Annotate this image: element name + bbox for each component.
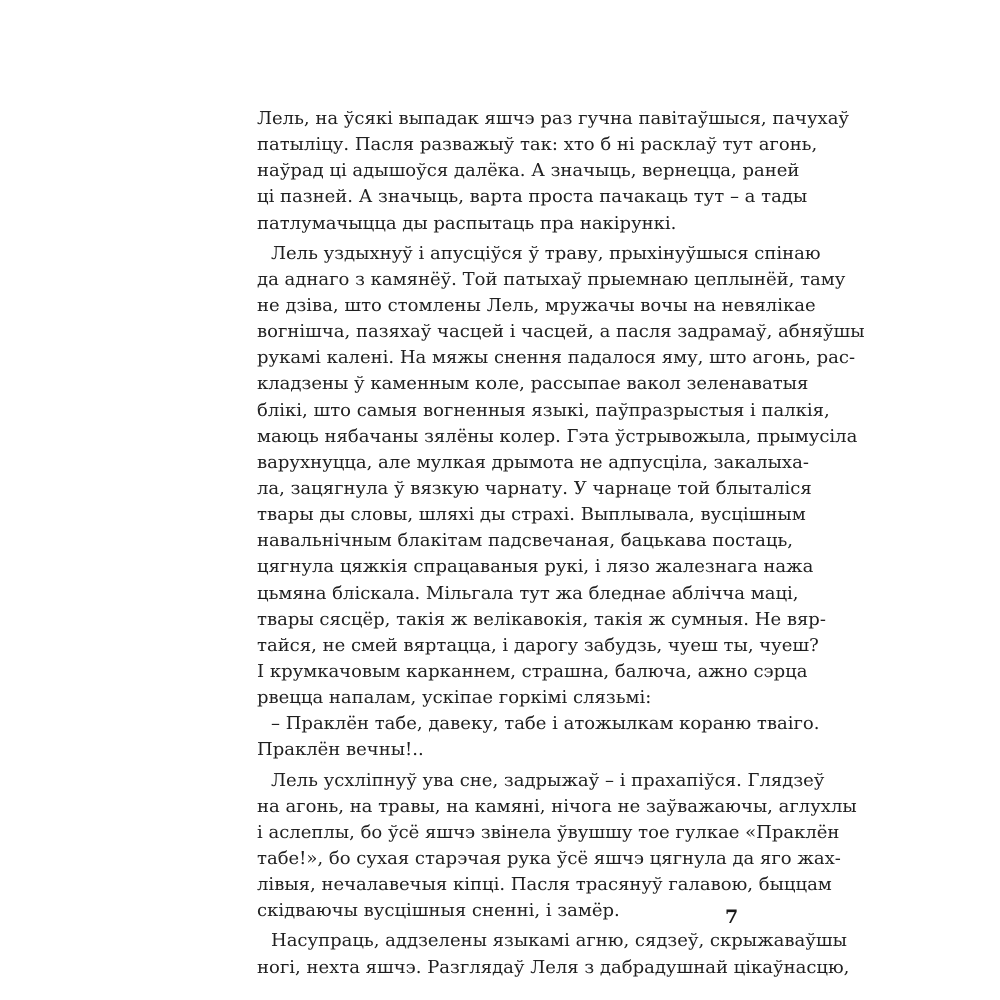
page-number: 7 (725, 906, 739, 928)
text-line: на агонь, на травы, на камяні, нічога не заўважаючы, аглухлы (257, 795, 857, 817)
text-line: не дзіва, што стомлены Лель, мружачы вочы на невялікае (257, 294, 816, 316)
text-line: рвецца напалам, ускіпае горкімі слязьмі: (257, 687, 652, 709)
text-line: – Праклён табе, давеку, табе і атожылкам кораню тваіго. (271, 713, 820, 735)
paragraph-1 (257, 106, 850, 237)
text-line: і аслеплы, бо ўсё яшчэ звінела ўвушшу тое гулкае «Праклён (257, 821, 840, 843)
text-line: скідваючы вусцішныя сненні, і замёр. (257, 900, 620, 922)
text-line: вогнішча, пазяхаў часцей і часцей, а пасля задрамаў, абняўшы (257, 321, 865, 343)
text-line: табе!», бо сухая старэчая рука ўсё яшчэ цягнула да яго жах- (257, 847, 841, 869)
paragraph-4 (257, 768, 857, 925)
text-line: цьмяна бліскала. Мільгала тут жа бледнае аблічча маці, (257, 582, 799, 604)
text-line: цягнула цяжкія спрацаваныя рукі, і лязо жалезнага нажа (257, 556, 814, 578)
page-text (257, 106, 865, 981)
text-line: кладзены ў каменным коле, рассыпае вакол зеленаватыя (257, 373, 809, 395)
text-line: Лель усхліпнуў ува сне, задрыжаў – і прахапіўся. Глядзеў (271, 769, 825, 791)
text-line: маюць нябачаны зялёны колер. Гэта ўстрывожыла, прымусіла (257, 425, 858, 447)
text-line: Праклён вечны!.. (257, 739, 424, 761)
text-line: патлумачыцца ды распытаць пра накірункі. (257, 212, 677, 234)
paragraph-5 (257, 928, 850, 980)
text-line: ла, зацягнула ў вязкую чарнату. У чарнаце той блыталіся (257, 477, 812, 499)
text-line: лівыя, нечалавечыя кіпці. Пасля трасянуў галавою, быццам (257, 874, 832, 896)
paragraph-2 (257, 241, 865, 712)
text-line: І крумкачовым карканнем, страшна, балюча, ажно сэрца (257, 660, 808, 682)
text-line: твары сясцёр, такія ж велікавокія, такія ж сумныя. Не вяр- (257, 608, 826, 630)
text-line: Насупраць, аддзелены языкамі агню, сядзеў, скрыжаваўшы (271, 930, 847, 952)
text-line: рукамі калені. На мяжы снення падалося яму, што агонь, рас- (257, 347, 856, 369)
text-line: тайся, не смей вяртацца, і дарогу забудзь, чуеш ты, чуеш? (257, 634, 819, 656)
text-line: патыліцу. Пасля разважыў так: хто б ні расклаў тут агонь, (257, 134, 818, 156)
text-line: твары ды словы, шляхі ды страхі. Выплывала, вусцішным (257, 504, 806, 526)
text-line: Лель уздыхнуў і апусціўся ў траву, прыхінуўшыся спінаю (271, 242, 821, 264)
text-line: варухнуцца, але мулкая дрымота не адпусціла, закалыха- (257, 451, 809, 473)
text-line: навальнічным блакітам падсвечаная, бацькава постаць, (257, 530, 794, 552)
text-line: блікі, што самыя вогненныя языкі, паўпразрыстыя і палкія, (257, 399, 830, 421)
paragraph-3 (257, 711, 820, 763)
text-line: Лель, на ўсякі выпадак яшчэ раз гучна павітаўшыся, пачухаў (257, 108, 850, 129)
text-line: да аднаго з камянёў. Той патыхаў прыемнаю цеплынёй, таму (257, 268, 846, 290)
text-line: наўрад ці адышоўся далёка. А значыць, вернецца, раней (257, 160, 800, 182)
text-line: ці пазней. А значыць, варта проста пачакаць тут – а тады (257, 186, 808, 208)
text-line: ногі, нехта яшчэ. Разглядаў Леля з дабрадушнай цікаўнасцю, (257, 956, 850, 978)
